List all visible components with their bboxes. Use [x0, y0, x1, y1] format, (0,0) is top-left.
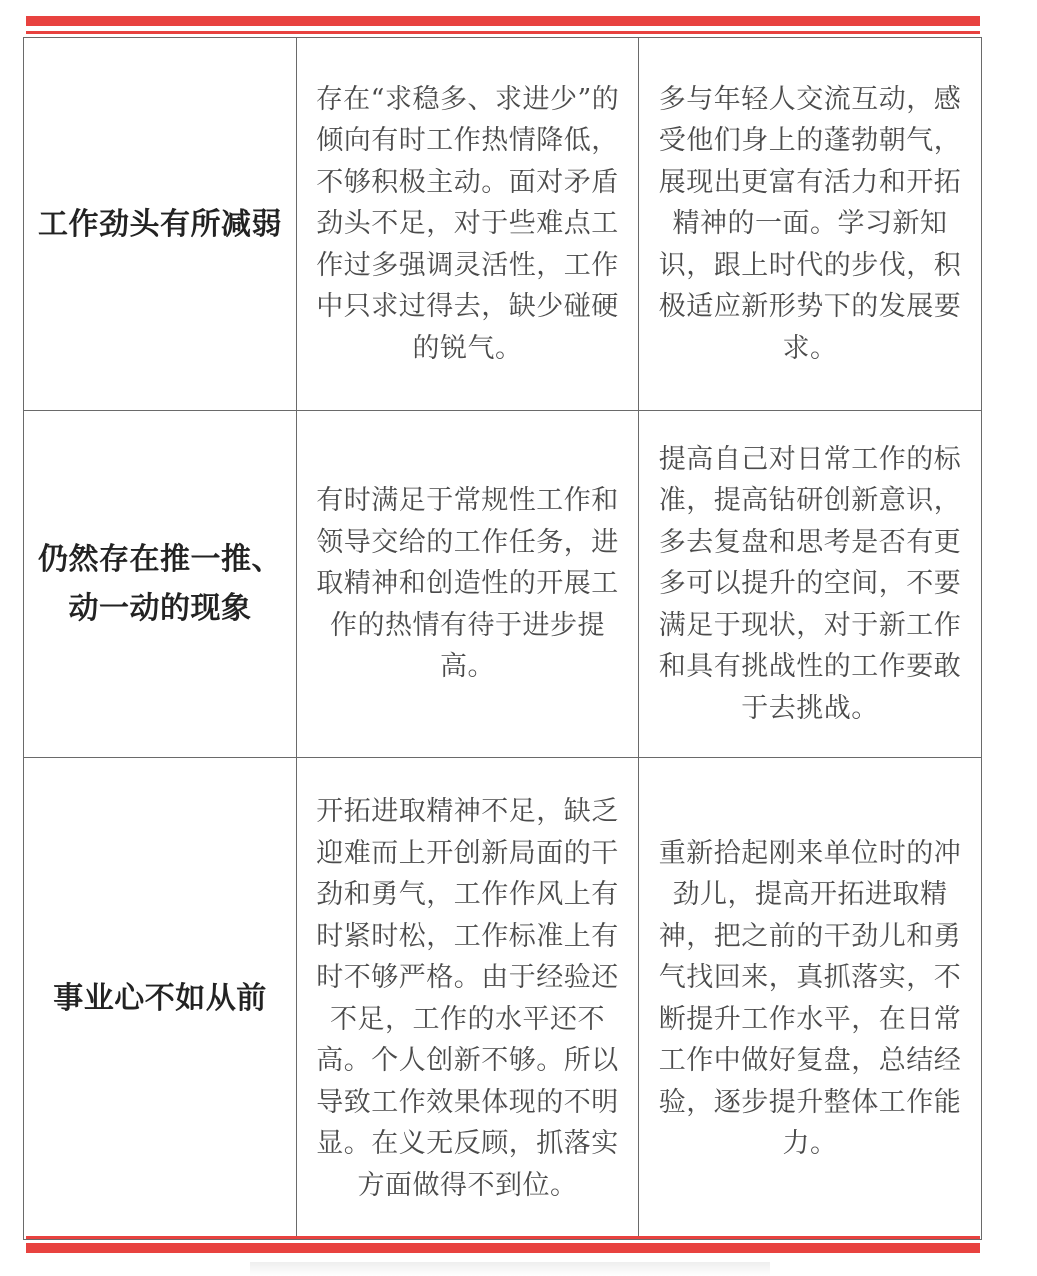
measure-text: 提高自己对日常工作的标准，提高钻研创新意识，多去复盘和思考是否有更多可以提升的空间，不要满足于现状，对于新工作和具有挑战性的工作要敢于去挑战。	[658, 443, 962, 724]
issue-cell	[24, 758, 297, 1240]
measure-text: 重新拾起刚来单位时的冲劲儿，提高开拓进取精神，把之前的干劲儿和勇气找回来，真抓落实，不断提升工作水平，在日常工作中做好复盘，总结经验，逐步提升整体工作能力。	[658, 837, 962, 1159]
problem-text: 有时满足于常规性工作和领导交给的工作任务，进取精神和创造性的开展工作的热情有待于进步提高。	[316, 485, 619, 683]
issue-cell	[24, 38, 297, 411]
table-row	[24, 411, 982, 758]
problem-cell	[297, 411, 639, 758]
problem-text: 开拓进取精神不足，缺乏迎难而上开创新局面的干劲和勇气，工作作风上有时紧时松，工作标准上有时不够严格。由于经验还不足，工作的水平还不高。个人创新不够。所以导致工作效果体现的不明显。在义无反顾，抓落实方面做得不到位。	[316, 796, 619, 1201]
table-row	[24, 38, 982, 411]
issues-table	[23, 37, 982, 1240]
bottom-accent-bar	[26, 1243, 980, 1253]
measure-cell	[639, 411, 982, 758]
top-accent-line	[26, 31, 980, 34]
issue-text: 事业心不如从前	[53, 981, 267, 1016]
measure-text: 多与年轻人交流互动，感受他们身上的蓬勃朝气，展现出更富有活力和开拓精神的一面。学习新知识，跟上时代的步伐，积极适应新形势下的发展要求。	[658, 83, 962, 364]
issue-text: 工作劲头有所减弱	[38, 206, 282, 242]
problem-text: 存在“求稳多、求进少”的倾向有时工作热情降低，不够积极主动。面对矛盾劲头不足，对于些难点工作过多强调灵活性，工作中只求过得去，缺少碰硬的锐气。	[315, 83, 620, 364]
problem-cell	[297, 38, 639, 411]
table-row	[24, 758, 982, 1240]
measure-cell	[639, 758, 982, 1240]
issue-text: 仍然存在推一推、动一动的现象	[38, 542, 282, 626]
top-accent-bar	[26, 16, 980, 26]
issue-cell	[24, 411, 297, 758]
bottom-accent-line	[26, 1236, 980, 1239]
problem-cell	[297, 758, 639, 1240]
measure-cell	[639, 38, 982, 411]
cropped-next-line	[250, 1262, 770, 1276]
